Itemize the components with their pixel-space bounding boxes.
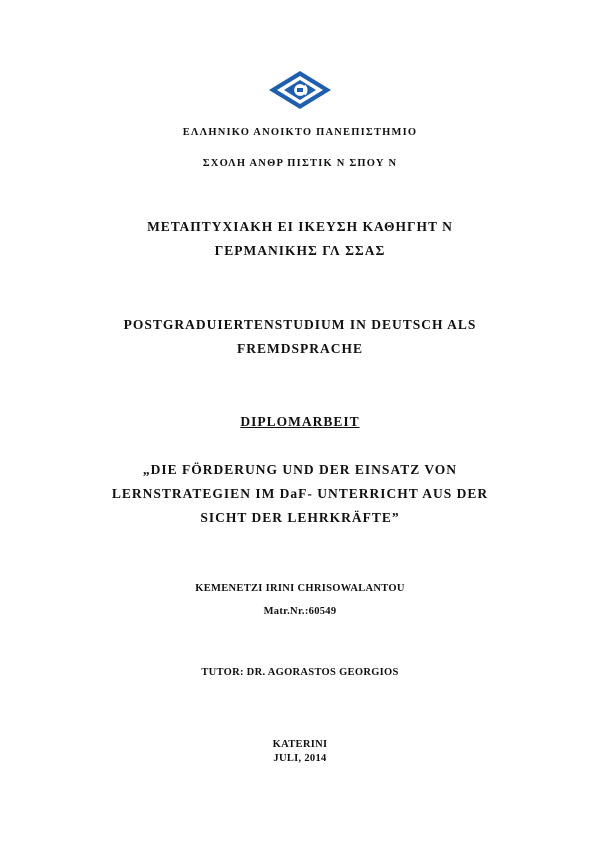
thesis-title-line-2: LERNSTRATEGIEN IM DaF- UNTERRICHT AUS DER [111, 486, 489, 501]
program-greek-line-1: ΜΕΤΑΠΤΥΧΙΑΚΗ ΕΙ ΙΚΕΥΣΗ ΚΑΘΗΓΗΤ Ν [147, 219, 453, 234]
school-name: ΣΧΟΛΗ ΑΝΘΡ ΠΙΣΤΙΚ Ν ΣΠΟΥ Ν [202, 158, 398, 169]
program-greek-line-2: ΓΕΡΜΑΝΙΚΗΣ ΓΛ ΣΣΑΣ [214, 243, 386, 258]
program-german-line-2: FREMDSPRACHE [237, 341, 363, 356]
university-logo-icon [268, 70, 332, 110]
thesis-title-line-3: SICHT DER LEHRKRÄFTE” [200, 510, 400, 525]
tutor: TUTOR: DR. AGORASTOS GEORGIOS [201, 667, 399, 678]
place: KATERINI [272, 739, 328, 750]
matriculation-number: Matr.Nr.:60549 [263, 606, 337, 617]
thesis-title-line-1: „DIE FÖRDERUNG UND DER EINSATZ VON [142, 462, 458, 477]
author-name: KEMENETZI IRINI CHRISOWALANTOU [195, 583, 405, 594]
document-type: DIPLOMARBEIT [240, 414, 360, 429]
date: JULI, 2014 [273, 753, 327, 764]
program-german-line-1: POSTGRADUIERTENSTUDIUM IN DEUTSCH ALS [123, 317, 477, 332]
university-name: ΕΛΛΗΝΙΚΟ ΑΝΟΙΚΤΟ ΠΑΝΕΠΙΣΤΗΜΙΟ [182, 127, 418, 138]
